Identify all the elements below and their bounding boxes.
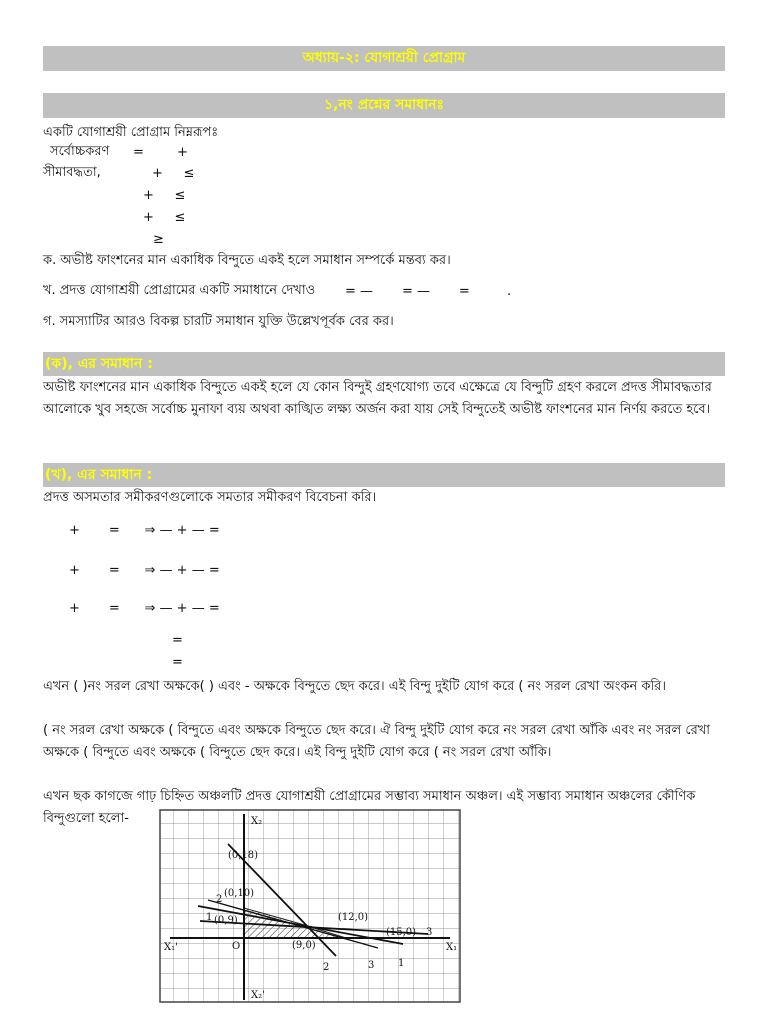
question-ga: গ. সমস্যাটির আরও বিকল্প চারটি সমাধান যুক্তি উল্লেখপূর্বক বের কর। [43, 314, 394, 329]
section-ka-body: অভীষ্ট ফাংশনের মান একাধিক বিন্দুতে একই হলে যে কোন বিন্দুই গ্রহণযোগ্য তবে এক্ষেত্রে যে বিন্দুটি গ্রহণ করলে প্রদত্ত সীমাবদ্ধতার আলোকে খুব সহজে সর্বোচ্চ মুনাফা ব্যয় অথবা কাঙ্খিত লক্ষ্য অর্জন করা যায় সেই বিন্দুতেই অভীষ্ট ফাংশনের মান নির্ণয় করতে হবে। [43, 380, 712, 417]
constraint-row-4: ≥ [153, 232, 164, 247]
equation-row-1: + = ⇒ — + — = [69, 523, 220, 538]
paragraph-line-2: ( নং সরল রেখা অক্ষকে ( বিন্দুতে এবং অক্ষকে বিন্দুতে ছেদ করে। ঐ বিন্দু দুইটি যোগ করে নং সরল রেখা আঁকি এবং নং সরল রেখা অক্ষকে ( বিন্দুতে এবং অক্ষকে ( বিন্দুতে ছেদ করে। এই বিন্দু দুইটি যোগ করে ( নং সরল রেখা আঁকি। [43, 723, 711, 760]
line-number-2b: 2 [216, 894, 223, 905]
grid-paper [160, 810, 460, 1002]
section-kha-bar [43, 463, 725, 487]
point-label-9-0: (9,0) [292, 940, 316, 951]
axis-label-x-left: X₁' [164, 942, 178, 953]
constraint-row-3: + ≤ [143, 210, 186, 225]
equation-row-3: + = ⇒ — + — = [69, 601, 220, 616]
section-kha-intro: প্রদত্ত অসমতার সমীকরণগুলোকে সমতার সমীকরণ বিবেচনা করি। [43, 490, 377, 505]
equation-row-2: + = ⇒ — + — = [69, 563, 220, 578]
solution-title-bar [43, 93, 725, 118]
question-ka: ক. অভীষ্ট ফাংশনের মান একাধিক বিন্দুতে একই হলে সমাধান সম্পর্কে মন্তব্য কর। [43, 253, 451, 268]
section-ka-bar [43, 352, 725, 376]
section-ka-title: (ক), এর সমাধান : [45, 356, 153, 372]
line-number-1b: 1 [398, 958, 405, 969]
axis-label-x-right: X₁ [446, 942, 458, 953]
paragraph-corner-points: এখন ছক কাগজে গাঢ় চিহ্নিত অঞ্চলটি প্রদত্ত যোগাশ্রয়ী প্রোগ্রামের সম্ভাব্য সমাধান অঞ্চল। এই সম্ভাব্য সমাধান অঞ্চলের কৌণিক বিন্দুগুলো হলো- [43, 789, 696, 826]
chapter-title: অধ্যায়-২: যোগাশ্রয়ী প্রোগ্রাম [302, 50, 466, 66]
equation-equals-1: = [172, 633, 183, 648]
intro-text: একটি যোগাশ্রয়ী প্রোগ্রাম নিম্নরূপঃ [43, 125, 219, 140]
paragraph-line-1: এখন ( )নং সরল রেখা অক্ষকে( ) এবং - অক্ষকে বিন্দুতে ছেদ করে। এই বিন্দু দুইটি যোগ করে ( নং সরল রেখা অংকন করি। [43, 679, 666, 694]
solution-title: ১,নং প্রশ্নের সমাধানঃ [324, 97, 444, 113]
point-label-15-0: (15,0) [386, 927, 417, 938]
objective-label: সর্বোচ্চকরণ [50, 144, 110, 159]
question-kha-symbols: = — = — = . [345, 284, 512, 299]
feasible-region-graph [158, 808, 464, 1006]
chapter-title-bar [43, 46, 725, 71]
question-kha: খ. প্রদত্ত যোগাশ্রয়ী প্রোগ্রামের একটি সমাধানে দেখাও [43, 283, 316, 298]
point-label-0-9: (0,9) [214, 915, 238, 926]
point-label-12-0: (12,0) [338, 912, 369, 923]
equation-equals-2: = [172, 655, 183, 670]
axis-label-y-bottom: X₂' [251, 990, 265, 1001]
section-kha-title: (খ), এর সমাধান : [45, 467, 153, 483]
point-label-0-10: (0,10) [224, 888, 255, 899]
line-number-3: 3 [368, 960, 375, 971]
line-number-3b: 3 [426, 927, 433, 938]
line-number-1: 1 [206, 912, 213, 923]
line-number-2: 2 [323, 962, 330, 973]
constraint-row-1: + ≤ [152, 166, 195, 181]
constraint-row-2: + ≤ [143, 188, 186, 203]
axis-label-y-top: X₂ [251, 816, 263, 827]
constraints-label: সীমাবদ্ধতা, [43, 165, 101, 180]
objective-expression: = + [133, 145, 188, 160]
origin-label: O [232, 941, 241, 952]
point-label-0-18: (0,18) [228, 850, 259, 861]
